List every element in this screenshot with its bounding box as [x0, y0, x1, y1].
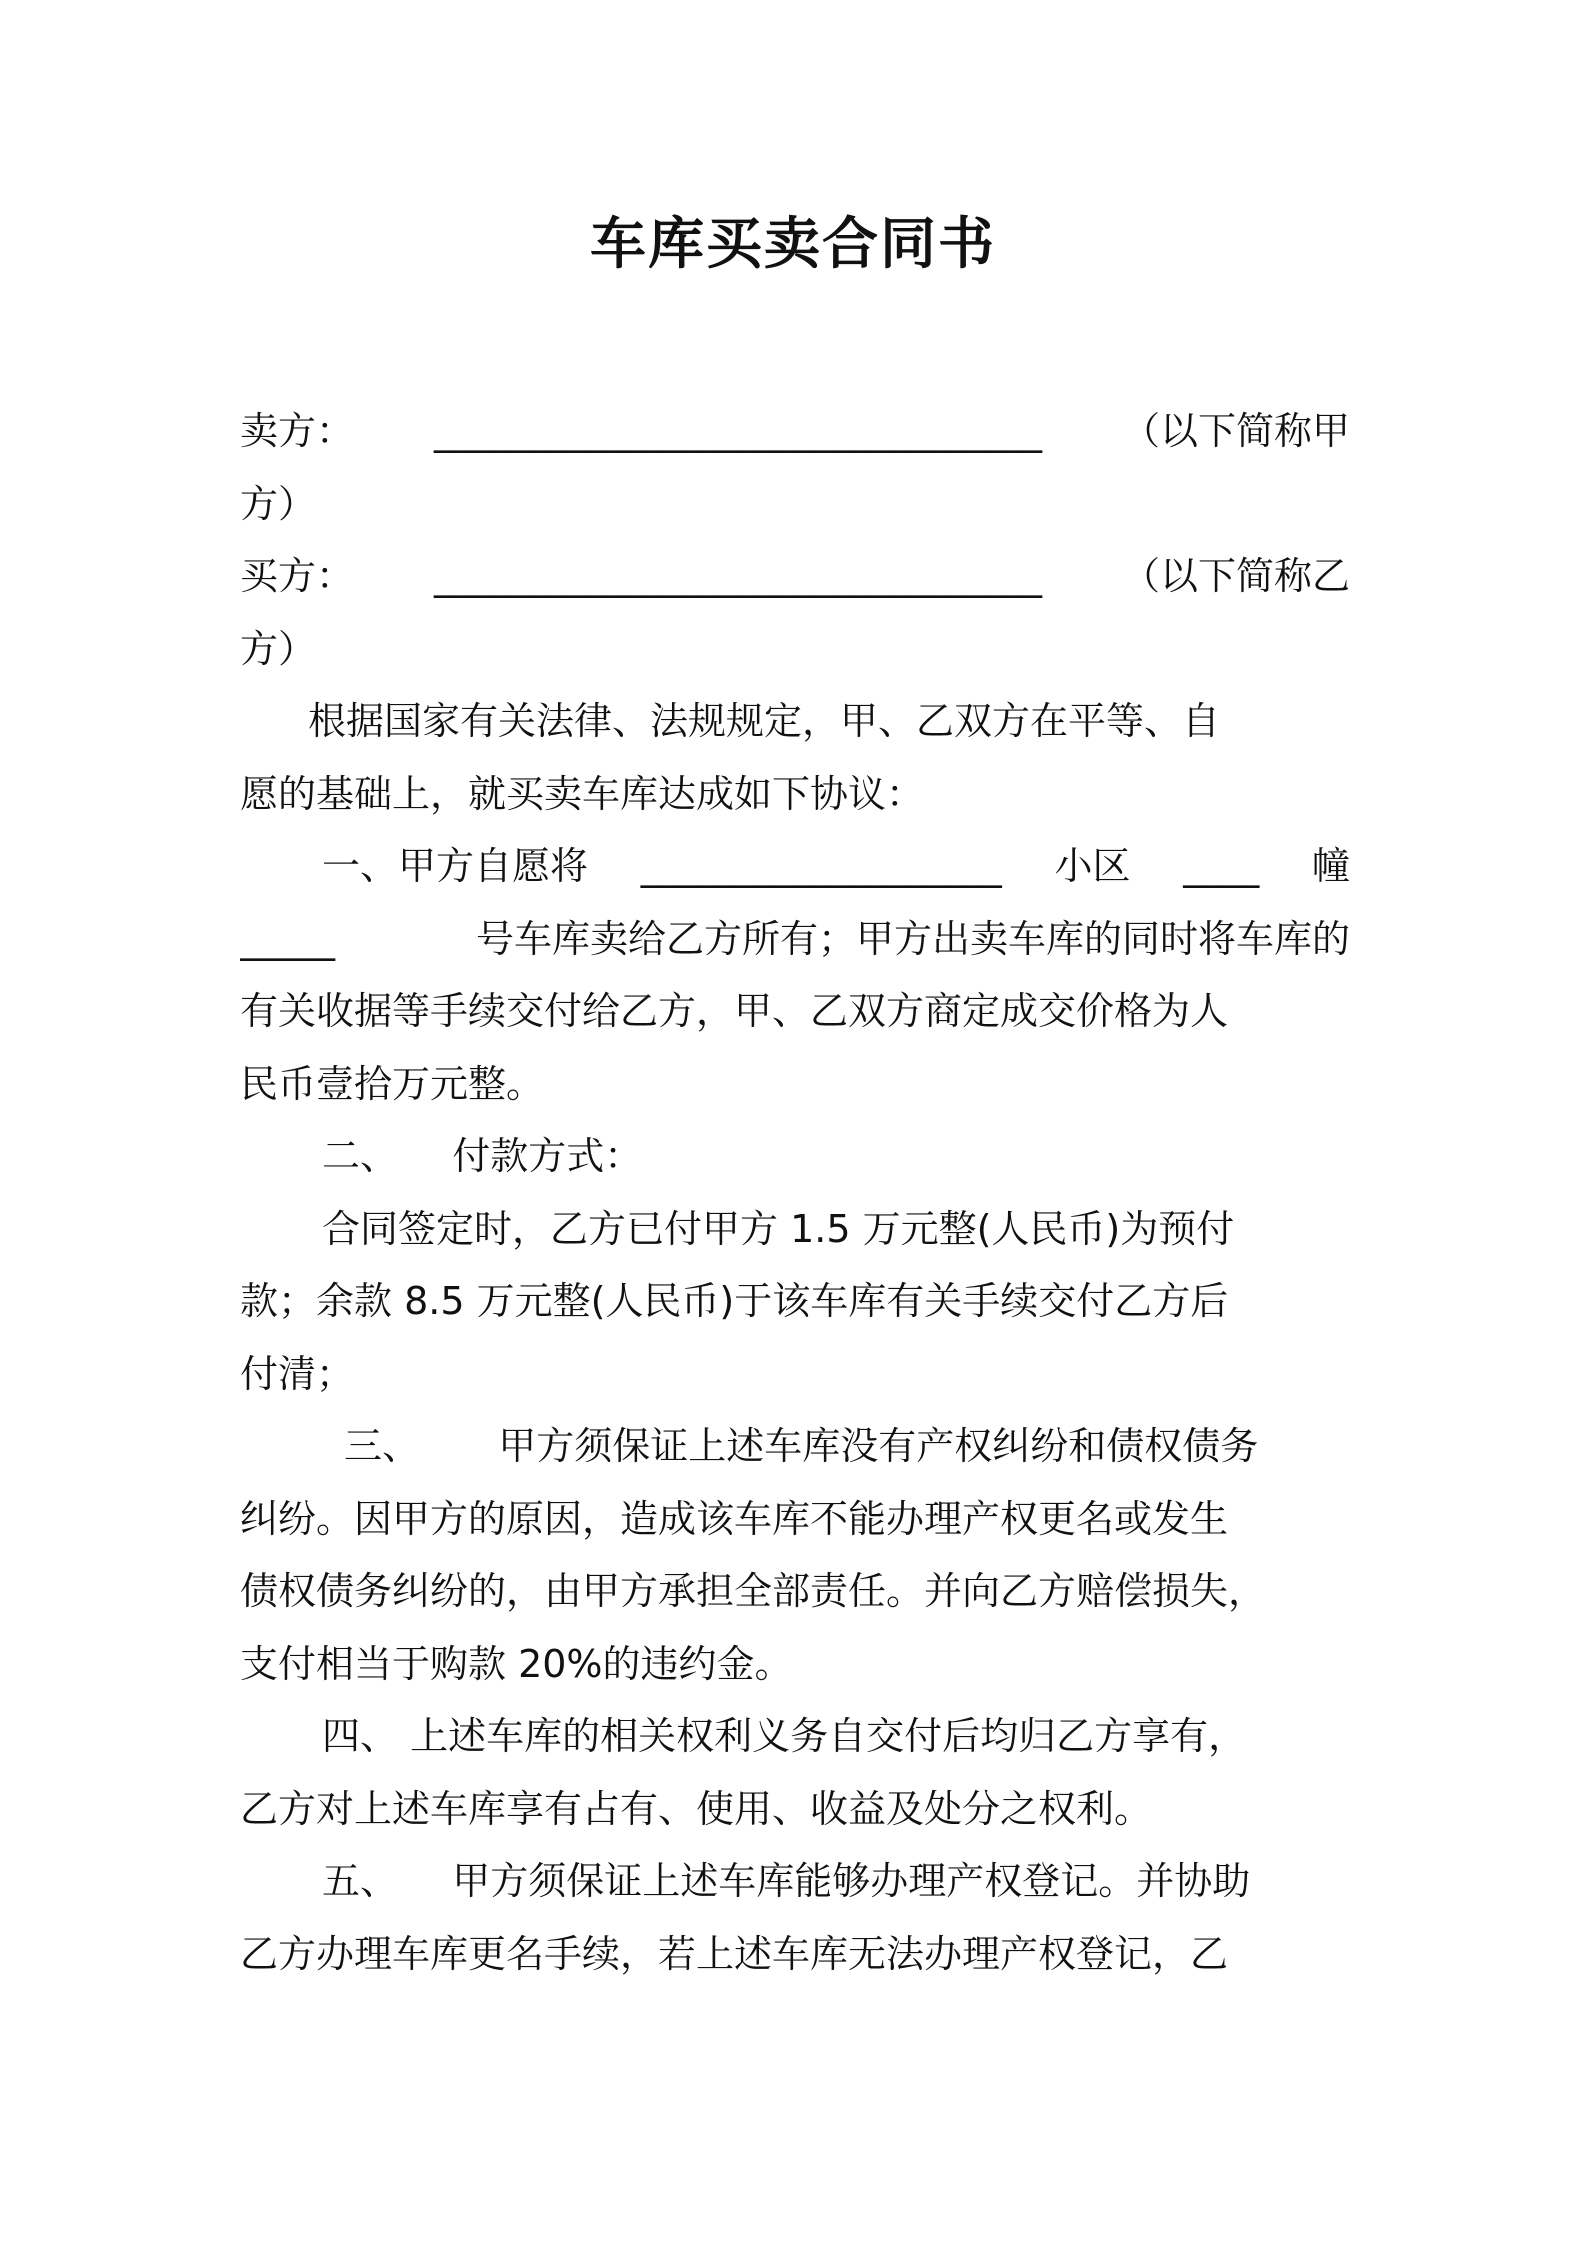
contract-body	[240, 395, 1350, 1990]
seller-label: 卖方：	[240, 409, 355, 453]
text-span: 纠纷。因甲方的原因，造成该车库不能办理产权更名或发生	[240, 1496, 1229, 1541]
text-span: 三、	[344, 1424, 421, 1468]
text-span: 二、	[322, 1134, 399, 1178]
seller-line	[240, 395, 1350, 468]
seller-blank: ________________________________	[434, 409, 1042, 453]
preamble-line-1	[240, 685, 1350, 758]
buyer-line	[240, 540, 1350, 613]
text-span: 有关收据等手续交付给乙方，甲、乙双方商定成交价格为人	[240, 989, 1229, 1033]
text-span: 乙方办理车库更名手续，若上述车库无法办理产权登记，乙	[240, 1931, 1229, 1976]
preamble-line-2	[240, 758, 1350, 831]
clause-2-heading	[240, 1120, 1350, 1193]
text-span: 甲方须保证上述车库没有产权纠纷和债权债务	[498, 1424, 1259, 1468]
text-span: 乙方对上述车库享有占有、使用、收益及处分之权利。	[240, 1786, 1153, 1831]
seller-line-cont	[240, 468, 1350, 541]
text-span: 小区	[1054, 844, 1131, 888]
text-span: 款；余款 8.5 万元整(人民币)于该车库有关手续交付乙方后	[240, 1279, 1229, 1323]
text-span: 根据国家有关法律、法规规定，甲、乙双方在平等、自	[308, 699, 1221, 743]
garage-number-blank: _____	[240, 916, 335, 961]
text-span: 甲方须保证上述车库能够办理产权登记。并协助	[452, 1859, 1251, 1903]
clause-1-line-3	[240, 975, 1350, 1048]
text-span: 方）	[240, 481, 317, 526]
text-span: 民币壹拾万元整。	[240, 1061, 545, 1106]
clause-2-line-2	[240, 1265, 1350, 1338]
clause-4-line-1	[240, 1700, 1350, 1773]
text-span: 五、	[322, 1859, 399, 1903]
text-span: 方）	[240, 626, 317, 671]
clause-5-line-2	[240, 1918, 1350, 1991]
buyer-blank: ________________________________	[434, 554, 1042, 598]
clause-2-line-3	[240, 1338, 1350, 1411]
clause-3-line-1	[240, 1410, 1350, 1483]
text-span: 愿的基础上，就买卖车库达成如下协议：	[240, 771, 925, 816]
text-span: 幢	[1311, 844, 1350, 888]
text-span: 合同签定时，乙方已付甲方 1.5 万元整(人民币)为预付	[322, 1206, 1235, 1251]
clause-2-line-1	[240, 1193, 1350, 1266]
text-span: 四、 上述车库的相关权利义务自交付后均归乙方享有，	[322, 1714, 1247, 1758]
clause-1-line-1	[240, 830, 1350, 903]
seller-note: （以下简称甲	[1121, 409, 1350, 453]
clause-5-line-1	[240, 1845, 1350, 1918]
document-title: 车库买卖合同书	[590, 212, 996, 277]
clause-3-line-4	[240, 1628, 1350, 1701]
clause-3-line-3	[240, 1555, 1350, 1628]
text-span: 付清；	[240, 1351, 355, 1396]
text-span: 号车库卖给乙方所有；甲方出卖车库的同时将车库的	[475, 916, 1350, 961]
clause-1-line-2	[240, 903, 1350, 976]
clause-4-line-2	[240, 1773, 1350, 1846]
buyer-label: 买方：	[240, 554, 355, 598]
buyer-note: （以下简称乙	[1121, 554, 1350, 598]
text-span: 债权债务纠纷的，由甲方承担全部责任。并向乙方赔偿损失，	[240, 1569, 1267, 1613]
text-span: 支付相当于购款 20%的违约金。	[240, 1641, 793, 1686]
clause-3-line-2	[240, 1483, 1350, 1556]
text-span: 付款方式：	[452, 1134, 643, 1178]
text-span: 一、甲方自愿将	[322, 844, 589, 888]
buyer-line-cont	[240, 613, 1350, 686]
building-blank: ____	[1183, 844, 1260, 888]
clause-1-line-4	[240, 1048, 1350, 1121]
community-blank: ___________________	[640, 844, 1002, 888]
